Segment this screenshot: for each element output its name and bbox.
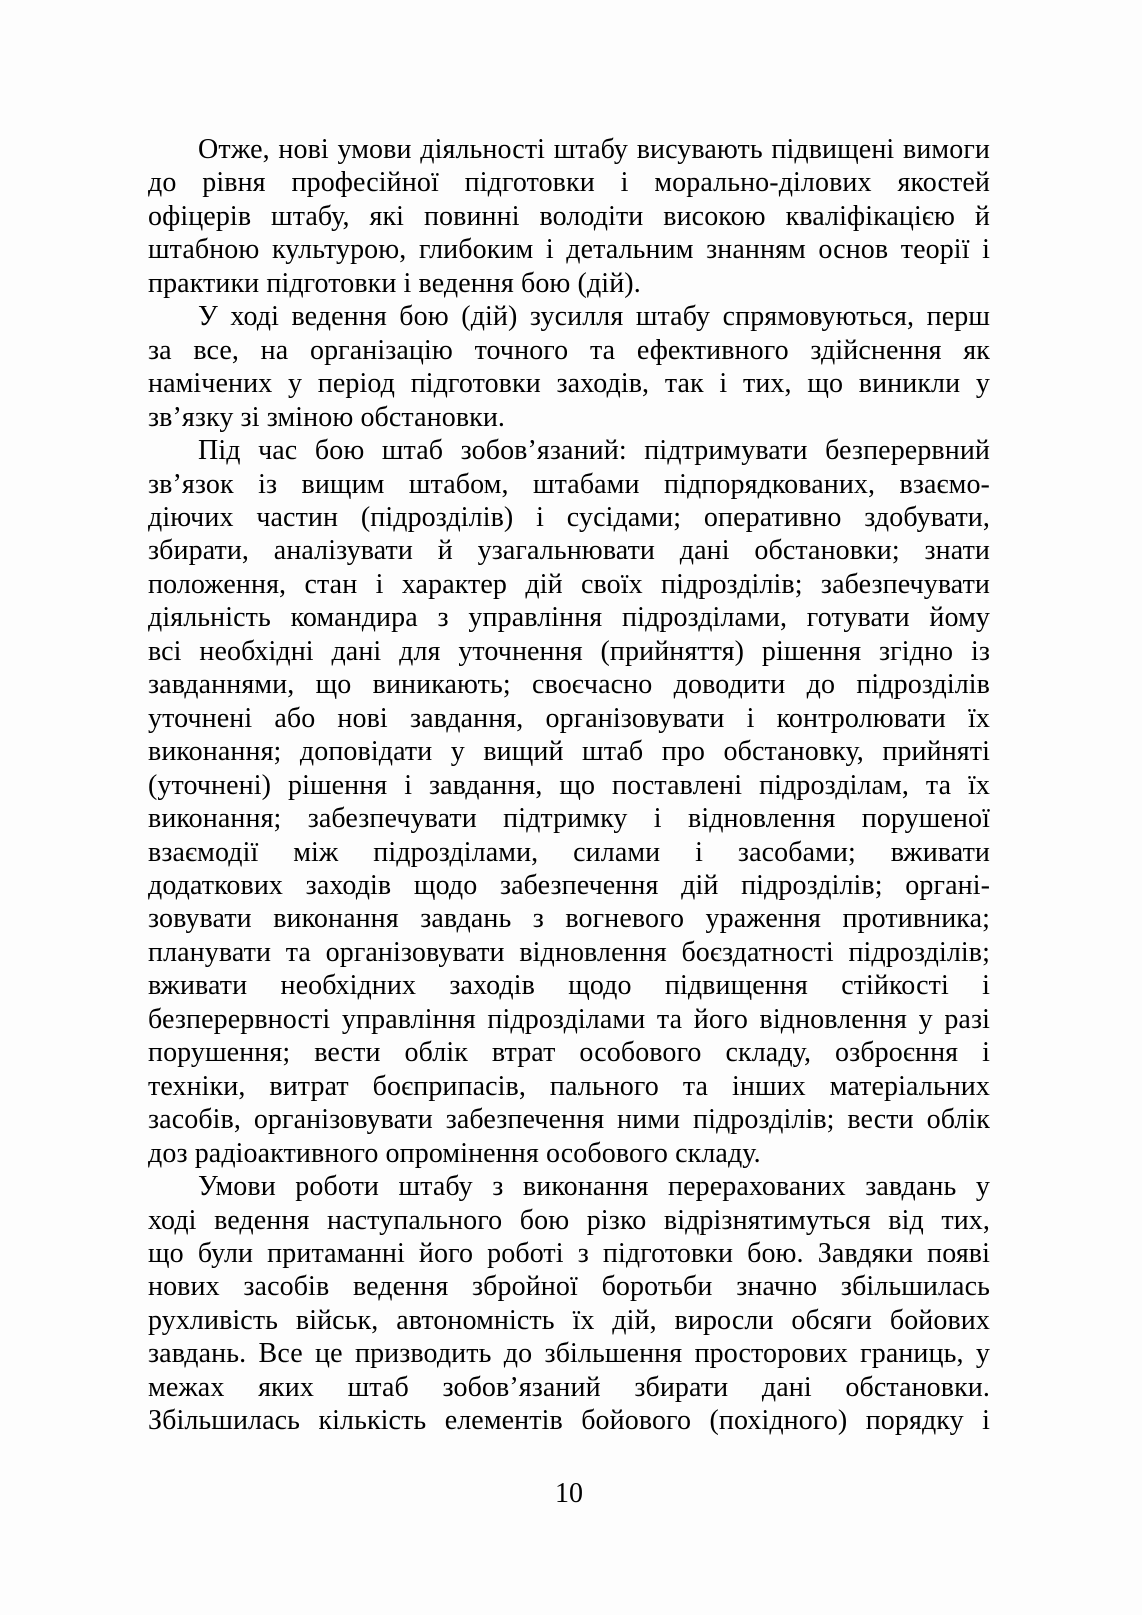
text-line: ході ведення наступального бою різко відрізнятимуться від тих, xyxy=(148,1204,990,1236)
page-number: 10 xyxy=(555,1478,583,1509)
text-line: збирати, аналізувати й узагальнювати дані обстановки; знати xyxy=(148,535,990,567)
text-line: за все, на організацію точного та ефективного здійснення як xyxy=(148,334,990,366)
text-line: порушення; вести облік втрат особового складу, озброєння і xyxy=(148,1037,990,1069)
text-line: завдань. Все це призводить до збільшення просторових границь, у xyxy=(148,1338,990,1370)
page-body-text xyxy=(148,133,990,1438)
text-line: положення, стан і характер дій своїх підрозділів; забезпечувати xyxy=(148,568,990,600)
text-line: зв’язку зі зміною обстановки. xyxy=(148,401,506,433)
text-line: завданнями, що виникають; своєчасно доводити до підрозділів xyxy=(148,669,990,701)
text-line: нових засобів ведення збройної боротьби значно збільшилась xyxy=(148,1271,990,1303)
text-line: безперервності управління підрозділами та його відновлення у разі xyxy=(148,1003,990,1035)
text-line: офіцерів штабу, які повинні володіти високою кваліфікацією й xyxy=(148,200,990,232)
text-line: рухливість військ, автономність їх дій, виросли обсяги бойових xyxy=(148,1304,990,1336)
text-line: практики підготовки і ведення бою (дій). xyxy=(148,267,641,299)
text-line: виконання; забезпечувати підтримку і відновлення порушеної xyxy=(148,803,990,835)
text-line: (уточнені) рішення і завдання, що поставлені підрозділам, та їх xyxy=(148,769,990,801)
text-line: взаємодії між підрозділами, силами і засобами; вживати xyxy=(148,836,990,868)
text-line: намічених у період підготовки заходів, так і тих, що виникли у xyxy=(148,368,990,400)
page-footer xyxy=(148,1477,990,1510)
paragraph xyxy=(148,300,990,434)
paragraph xyxy=(148,1170,990,1438)
text-line: виконання; доповідати у вищий штаб про обстановку, прийняті xyxy=(148,736,990,768)
text-line: зовувати виконання завдань з вогневого ураження противника; xyxy=(148,903,990,935)
text-line: що були притаманні його роботі з підготовки бою. Завдяки появі xyxy=(148,1237,990,1269)
text-line: техніки, витрат боєприпасів, пального та інших матеріальних xyxy=(148,1070,990,1102)
text-line: вживати необхідних заходів щодо підвищення стійкості і xyxy=(148,970,990,1002)
text-line: уточнені або нові завдання, організовувати і контролювати їх xyxy=(148,702,990,734)
paragraph xyxy=(148,133,990,300)
text-line: додаткових заходів щодо забезпечення дій підрозділів; органі- xyxy=(148,869,990,901)
text-line: всі необхідні дані для уточнення (прийняття) рішення згідно із xyxy=(148,635,990,667)
text-line: планувати та організовувати відновлення боєздатності підрозділів; xyxy=(148,936,990,968)
text-line: зв’язок із вищим штабом, штабами підпорядкованих, взаємо- xyxy=(148,468,990,500)
text-line: Отже, нові умови діяльності штабу висувають підвищені вимоги xyxy=(198,134,990,165)
text-line: штабною культурою, глибоким і детальним знанням основ теорії і xyxy=(148,234,990,266)
text-line: У ході ведення бою (дій) зусилля штабу спрямовуються, перш xyxy=(198,301,990,333)
text-line: Умови роботи штабу з виконання перерахованих завдань у xyxy=(198,1171,990,1203)
text-line: Під час бою штаб зобов’язаний: підтримувати безперервний xyxy=(198,435,990,467)
text-line: засобів, організовувати забезпечення ними підрозділів; вести облік xyxy=(148,1104,990,1136)
paragraph xyxy=(148,434,990,1170)
text-line: до рівня професійної підготовки і морально-ділових якостей xyxy=(148,167,990,199)
text-line: діючих частин (підрозділів) і сусідами; оперативно здобувати, xyxy=(148,501,990,533)
text-line: Збільшилась кількість елементів бойового (похідного) порядку і xyxy=(148,1405,990,1437)
text-line: межах яких штаб зобов’язаний збирати дані обстановки. xyxy=(148,1371,990,1403)
text-line: доз радіоактивного опромінення особового складу. xyxy=(148,1137,761,1169)
text-line: діяльність командира з управління підрозділами, готувати йому xyxy=(148,602,990,634)
